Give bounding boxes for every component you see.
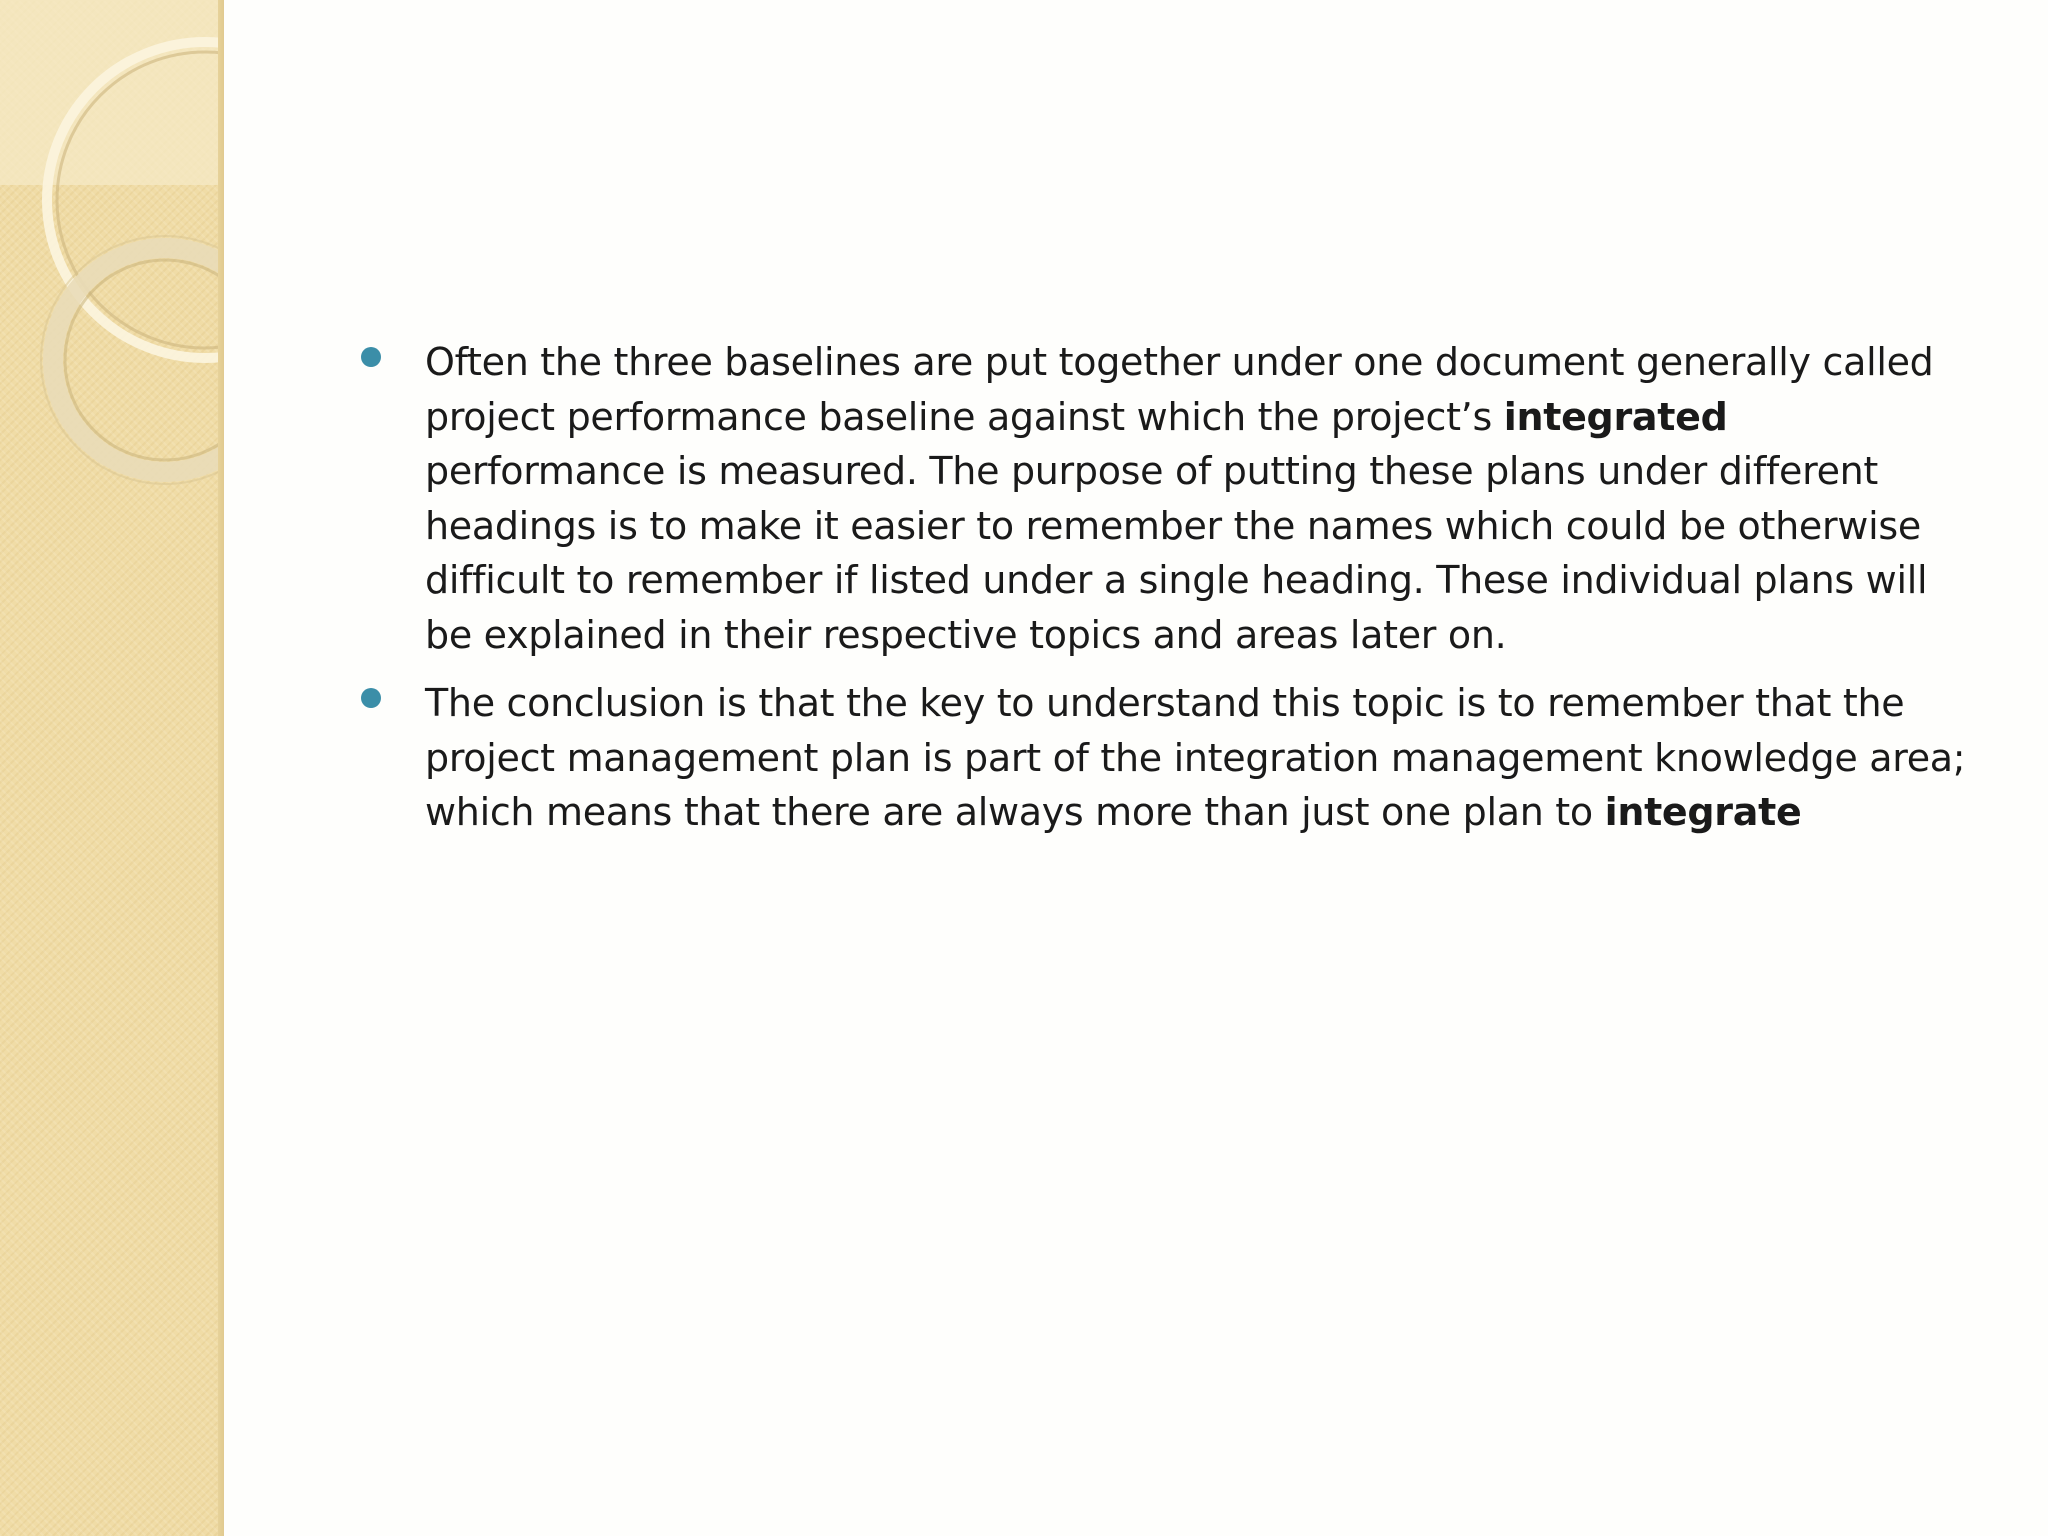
side-panel-edge <box>218 0 224 1536</box>
decorative-rings-icon <box>0 0 224 520</box>
bullet-item-1 <box>355 335 1975 662</box>
bullet-1-text-part-1: Often the three baselines are put together under one document generally called project performance baseline against which the project’s <box>425 340 1934 439</box>
bullet-dot-icon <box>361 688 381 708</box>
bullet-item-2 <box>355 676 1975 840</box>
slide-body <box>355 335 1975 854</box>
bullet-2-emphasis: integrate <box>1604 790 1802 834</box>
bullet-2-text-part-1: The conclusion is that the key to understand this topic is to remember that the project management plan is part of the integration management knowledge area; which means that there are always more than just one plan to <box>425 681 1966 834</box>
decorative-side-panel <box>0 0 224 1536</box>
bullet-1-emphasis: integrated <box>1503 394 1728 439</box>
bullet-dot-icon <box>361 347 381 367</box>
bullet-1-text-part-2: performance is measured. The purpose of putting these plans under different headings is to make it easier to remember the names which could be otherwise difficult to remember if listed under a single heading. These individual plans will be explained in their respective topics and areas later on. <box>425 449 1928 657</box>
